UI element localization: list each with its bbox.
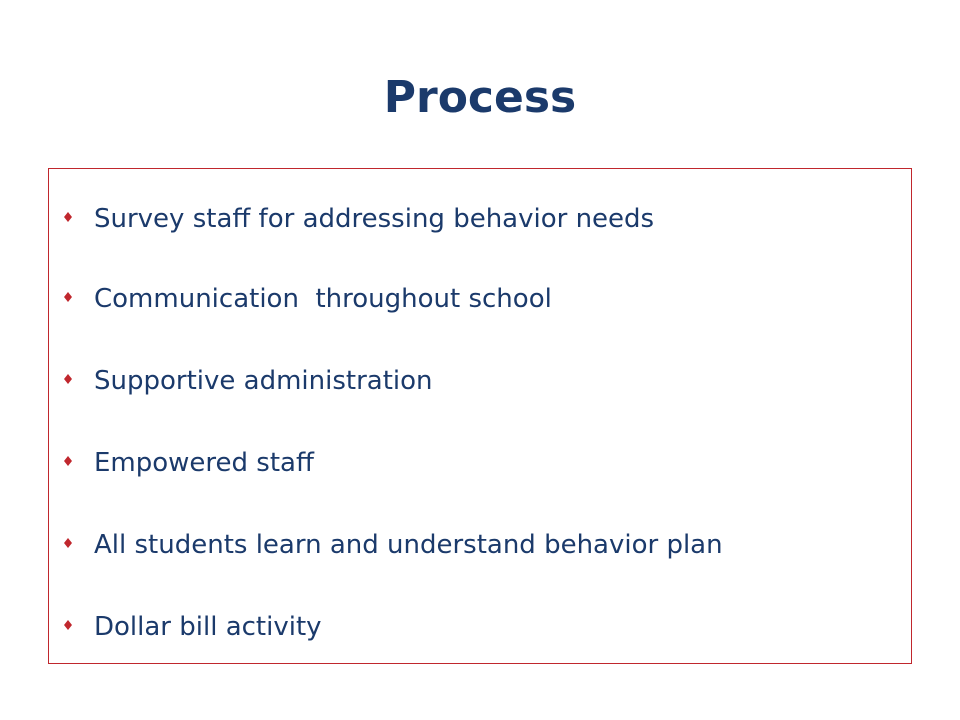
diamond-bullet-icon — [63, 538, 73, 548]
bullet-text: Supportive administration — [94, 366, 433, 396]
bullet-text: All students learn and understand behavior plan — [94, 530, 723, 560]
bullet-text: Dollar bill activity — [94, 612, 322, 642]
content-box — [48, 168, 912, 664]
diamond-bullet-icon — [63, 374, 73, 384]
bullet-item — [49, 607, 911, 647]
bullet-item — [49, 443, 911, 483]
bullet-text: Communication throughout school — [94, 284, 552, 314]
bullet-item — [49, 525, 911, 565]
diamond-bullet-icon — [63, 456, 73, 466]
bullet-item — [49, 361, 911, 401]
bullet-item — [49, 199, 911, 239]
slide-title: Process — [383, 72, 577, 123]
bullet-item — [49, 279, 911, 319]
diamond-bullet-icon — [63, 620, 73, 630]
diamond-bullet-icon — [63, 212, 73, 222]
bullet-text: Survey staff for addressing behavior needs — [94, 204, 655, 234]
bullet-text: Empowered staff — [94, 448, 314, 478]
diamond-bullet-icon — [63, 292, 73, 302]
